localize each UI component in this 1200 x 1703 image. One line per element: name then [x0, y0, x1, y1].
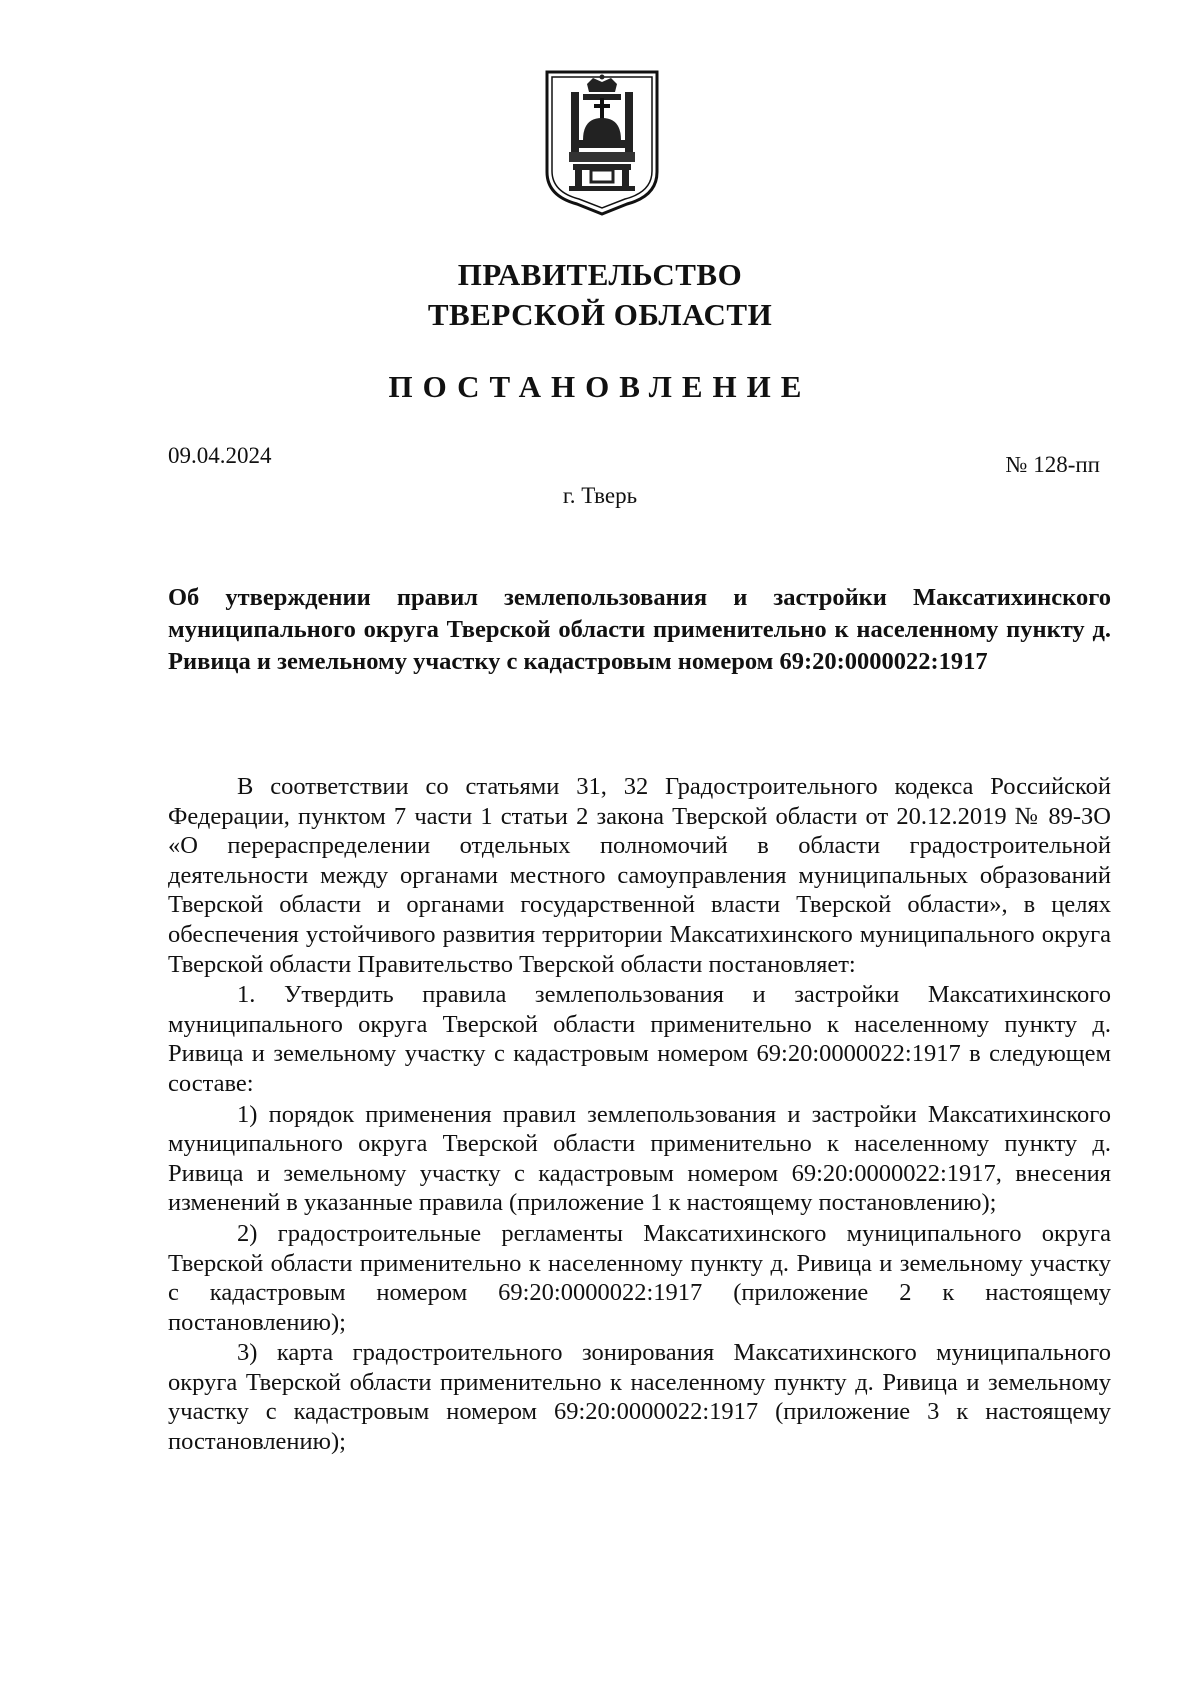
coat-of-arms-emblem: [543, 68, 661, 218]
subitem-1-paragraph: 1) порядок применения правил землепользования и застройки Максатихинского муниципального округа Тверской области применительно к населенному пункту д. Ривица и земельному участку с кадастровым номером 69:20:0000022:1917, внесения изменений в указанные правила (приложение 1 к настоящему постановлению);: [168, 1100, 1111, 1217]
document-date: 09.04.2024: [168, 443, 272, 468]
preamble-paragraph: В соответствии со статьями 31, 32 Градостроительного кодекса Российской Федерации, пунктом 7 части 1 статьи 2 закона Тверской области от 20.12.2019 № 89-ЗО «О перераспределении отдельных полномочий в области градостроительной деятельности между органами местного самоуправления муниципальных образований Тверской области и органами государственной власти Тверской области», в целях обеспечения устойчивого развития территории Максатихинского муниципального округа Тверской области Правительство Тверской области постановляет:: [168, 773, 1111, 978]
document-city: г. Тверь: [562, 483, 638, 508]
organization-name-line-2: ТВЕРСКОЙ ОБЛАСТИ: [427, 297, 773, 332]
document-body: [168, 772, 1111, 1457]
organization-name-line-1: ПРАВИТЕЛЬСТВО: [457, 257, 743, 292]
document-title: Об утверждении правил землепользования и застройки Максатихинского муниципального округа Тверской области применительно к населенному пункту д. Ривица и земельному участку с кадастровым номером 69:20:0000022:1917: [168, 584, 1111, 675]
item-1-paragraph: 1. Утвердить правила землепользования и застройки Максатихинского муниципального округа Тверской области применительно к населенному пункту д. Ривица и земельному участку с кадастровым номером 69:20:0000022:1917 в следующем составе:: [168, 981, 1111, 1097]
document-type: ПОСТАНОВЛЕНИЕ: [388, 369, 812, 404]
subitem-2-paragraph: 2) градостроительные регламенты Максатихинского муниципального округа Тверской области применительно к населенному пункту д. Ривица и земельному участку с кадастровым номером 69:20:0000022:1917 (приложение 2 к настоящему постановлению);: [168, 1219, 1111, 1336]
document-number: № 128-пп: [1005, 452, 1100, 477]
subitem-3-paragraph: 3) карта градостроительного зонирования Максатихинского муниципального округа Тверской области применительно к населенному пункту д. Ривица и земельному участку с кадастровым номером 69:20:0000022:1917 (приложение 3 к настоящему постановлению);: [168, 1339, 1111, 1456]
